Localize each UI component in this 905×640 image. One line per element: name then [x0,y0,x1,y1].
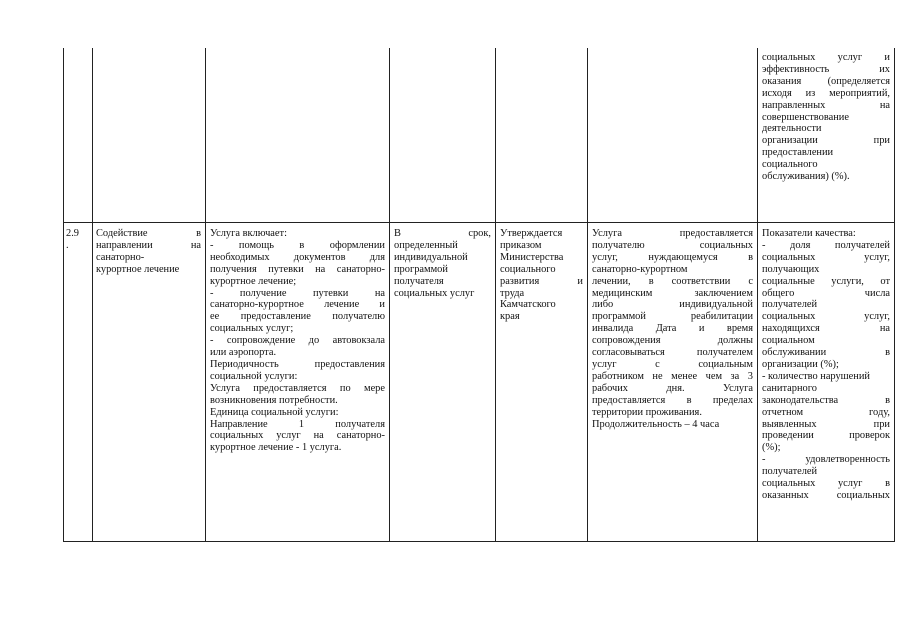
cell-line: края [500,311,520,323]
cell-line: программой реабилитации [592,311,753,323]
cell-line: получения путевки на санаторно- [210,263,385,275]
service-name-cell [96,228,201,276]
table-border-bottom [63,541,895,542]
cell-line: получателя [394,275,444,287]
cell-line: социальной услуги: [210,370,298,382]
cell-line: ее предоставление получателю [210,311,385,323]
cell-line: индивидуальной [394,251,468,263]
column-divider-3 [389,48,390,542]
service-content-cell [210,228,385,454]
cell-line: Содействие в [96,228,201,239]
cell-line: обслуживании в [762,347,890,359]
cell-line: оказанных социальных [762,489,890,501]
cell-line: Услуга включает: [210,228,287,239]
cell-line: (%); [762,442,781,454]
cell-line: работником не менее чем за 3 [592,370,753,382]
cell-line: социального [762,159,818,171]
service-number: 2.9 [66,228,79,239]
cell-line: социальных услуг, [762,251,890,263]
cell-line: возникновения потребности. [210,394,338,406]
cell-line: - получение путевки на [210,287,385,299]
cell-line: определенный [394,239,458,251]
cell-line: санитарного [762,382,817,394]
cell-line: курортное лечение; [210,275,297,287]
table-border-right [894,48,895,542]
cell-line: развития и [500,275,583,287]
service-number-cell [66,228,90,252]
service-tariff-cell [500,228,583,323]
service-conditions-cell [592,228,753,430]
cell-line: необходимых документов для [210,251,385,263]
cell-line: - сопровождение до автовокзала [210,335,385,347]
cell-line: согласовываться получателем [592,347,753,359]
cell-line: Направление 1 получателя [210,418,385,430]
cell-line: исходя из мероприятий, [762,87,890,99]
cell-line: социальных услуг, [762,311,890,323]
cell-line: санаторно-курортное лечение и [210,299,385,311]
cell-line: программой [394,263,448,275]
cell-line: социальных услуг; [210,323,294,335]
cell-line: - помощь в оформлении [210,239,385,251]
column-divider-4 [495,48,496,542]
cell-line: Периодичность предоставления [210,358,385,370]
cell-line: направлении на [96,239,201,251]
cell-line: предоставляется в пределах [592,394,753,406]
table-border-left [63,48,64,542]
cell-line: проведении проверок [762,430,890,442]
cell-line: рабочих дня. Услуга [592,382,753,394]
cell-line: социальных услуг на санаторно- [210,430,385,442]
cell-line: или аэропорта. [210,347,277,359]
cell-line: находящихся на [762,323,890,335]
cell-line: социальных услуг в [762,478,890,490]
cell-line: оказания (определяется [762,75,890,87]
cell-line: Утверждается [500,228,563,239]
cell-line: инвалида Дата и время [592,323,753,335]
cell-line: обслуживания) (%). [762,171,850,183]
cell-line: лечении, в соответствии с [592,275,753,287]
cell-line: Показатели качества: [762,228,856,239]
cell-line: санаторно- [96,251,145,263]
cell-line: Услуга предоставляется по мере [210,382,385,394]
cell-line: Камчатского [500,299,556,311]
cell-line: приказом [500,239,542,251]
column-divider-5 [587,48,588,542]
cell-line: курортное лечение - 1 услуга. [210,442,342,454]
cell-line: получателей [762,299,818,311]
cell-line: Министерства [500,251,564,263]
cell-line: социальном [762,335,815,347]
cell-line: социального [500,263,556,275]
cell-line: совершенствование [762,111,849,123]
cell-line: общего числа [762,287,890,299]
cell-line: получателей [762,466,818,478]
cell-line: санаторно-курортном [592,263,688,275]
cell-line: законодательства в [762,394,890,406]
service-number-dot: . [66,239,69,251]
cell-line: Продолжительность – 4 часа [592,418,720,430]
cell-line: либо индивидуальной [592,299,753,311]
cell-line: услуг, нуждающемуся в [592,251,753,263]
column-divider-6 [757,48,758,542]
cell-line: предоставлении [762,147,834,159]
cell-line: направленных на [762,99,890,111]
cell-line: Услуга предоставляется [592,228,753,239]
cell-line: получателю социальных [592,239,753,251]
cell-line: деятельности [762,123,822,135]
cell-line: территории проживания. [592,406,702,418]
cell-line: социальных услуг [394,287,475,299]
cell-line: - доля получателей [762,239,890,251]
cell-line: организации при [762,135,890,147]
cell-line: социальных услуг и [762,52,890,63]
column-divider-2 [205,48,206,542]
cell-line: услуг с социальным [592,358,753,370]
cell-line: организации (%); [762,358,839,370]
cell-line: социальные услуги, от [762,275,890,287]
cell-line: труда [500,287,525,299]
service-indicators-cell [762,228,890,502]
cell-line: отчетном году, [762,406,890,418]
cell-line: медицинским заключением [592,287,753,299]
service-term-cell [394,228,491,299]
indicators-continuation-cell [762,52,890,183]
row-divider [63,222,895,223]
cell-line: сопровождения должны [592,335,753,347]
cell-line: В срок, [394,228,491,239]
cell-line: выявленных при [762,418,890,430]
cell-line: - удовлетворенность [762,454,890,466]
cell-line: получающих [762,263,820,275]
cell-line: Единица социальной услуги: [210,406,339,418]
cell-line: эффективность их [762,63,890,75]
cell-line: курортное лечение [96,263,180,275]
column-divider-1 [92,48,93,542]
cell-line: - количество нарушений [762,370,870,382]
